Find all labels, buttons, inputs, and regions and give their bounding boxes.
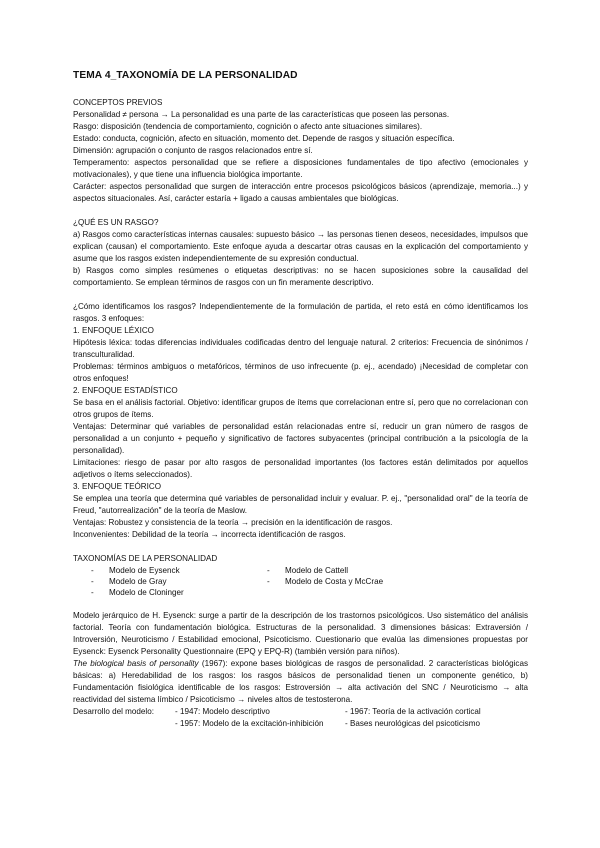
book-title: The biological basis of personality: [73, 659, 199, 668]
text-paragraph: b) Rasgos como simples resúmenes o etiquetas descriptivas: no se hacen suposiciones sobre la causalidad del comportamiento. Se emplean términos de rasgos con un fin meramente descriptivo.: [73, 266, 528, 287]
text-line: Ventajas: Robustez y consistencia de la teoría → precisión en la identificación de rasgos.: [73, 518, 393, 527]
page-title: TEMA 4_TAXONOMÍA DE LA PERSONALIDAD: [73, 70, 298, 81]
list-item: - Modelo de Costa y McCrae: [267, 576, 467, 587]
text-paragraph: Hipótesis léxica: todas diferencias individuales codificadas dentro del lenguaje natural. 2 criterios: Frecuencia de sinónimos / transculturalidad.: [73, 338, 528, 359]
subheading: 2. ENFOQUE ESTADÍSTICO: [73, 386, 178, 395]
text-paragraph: Se emplea una teoría que determina qué variables de personalidad incluir y evaluar. P. ej., "personalidad oral" de la teoría de Freud, "autorrealización" de la teoría de Maslow.: [73, 494, 528, 515]
text-line: Dimensión: agrupación o conjunto de rasgos relacionados entre sí.: [73, 146, 313, 155]
text-line: Estado: conducta, cognición, afecto en situación, momento det. Depende de rasgos y situación específica.: [73, 134, 455, 143]
model-development: [73, 706, 528, 730]
text-paragraph: Carácter: aspectos personalidad que surgen de interacción entre procesos psicológicos básicos (aprendizaje, memoria...) y aspectos situacionales. Así, carácter estaría + ligado a causas ambientales que biológicas.: [73, 182, 528, 203]
subheading: 3. ENFOQUE TEÓRICO: [73, 482, 161, 491]
text-paragraph: ¿Cómo identificamos los rasgos? Independientemente de la formulación de partida, el reto está en cómo identificamos los rasgos. 3 enfoques:: [73, 302, 528, 323]
list-item: - Modelo de Eysenck: [91, 565, 267, 576]
development-label: Desarrollo del modelo:: [73, 707, 154, 716]
taxonomy-list: [91, 565, 528, 598]
text-paragraph: [73, 658, 528, 706]
document-page: [73, 70, 528, 730]
list-item: - 1947: Modelo descriptivo: [175, 707, 270, 716]
text-paragraph: Limitaciones: riesgo de pasar por alto rasgos de personalidad importantes (los factores están delimitados por aquellos adjetivos o ítems seleccionados).: [73, 458, 528, 479]
section-heading-conceptos: CONCEPTOS PREVIOS: [73, 98, 163, 107]
list-item: - 1957: Modelo de la excitación-inhibición: [175, 719, 324, 728]
list-item: - Modelo de Gray: [91, 576, 267, 587]
list-item: - 1967: Teoría de la activación cortical: [345, 707, 481, 716]
text-paragraph: Temperamento: aspectos personalidad que se refiere a disposiciones fundamentales de tipo afectivo (emocionales y motivacionales), y que tiene una influencia biológica importante.: [73, 158, 528, 179]
list-item: - Modelo de Cattell: [267, 565, 467, 576]
paragraph-rest: (1967): expone bases biológicas de rasgos de personalidad. 2 características biológicas básicas: a) Heredabilidad de los rasgos: los rasgos básicos de personalidad tienen un componente genético, b) Fundamentación fisiológica identificable de los rasgos: Estroversión → alta activación del SNC / Neuroticismo → alta reactividad del sistema límbico / Psicoticismo → niveles altos de testosterona.: [73, 659, 528, 704]
section-heading-taxonomias: TAXONOMÍAS DE LA PERSONALIDAD: [73, 554, 218, 563]
text-paragraph: Se basa en el análisis factorial. Objetivo: identificar grupos de ítems que correlacionan entre sí, pero que no correlacionan con otros grupos de ítems.: [73, 398, 528, 419]
text-line: Inconvenientes: Debilidad de la teoría → incorrecta identificación de rasgos.: [73, 530, 346, 539]
list-item: - Bases neurológicas del psicoticismo: [345, 719, 480, 728]
text-line: Personalidad ≠ persona → La personalidad es una parte de las características que poseen las personas.: [73, 110, 450, 119]
section-heading-rasgo: ¿QUÉ ES UN RASGO?: [73, 218, 159, 227]
text-paragraph: Problemas: términos ambiguos o metafóricos, términos de uso infrecuente (p. ej., acendado) ¡Necesidad de completar con otros enfoques!: [73, 362, 528, 383]
text-paragraph: Modelo jerárquico de H. Eysenck: surge a partir de la descripción de los trastornos psicológicos. Uso sistemático del análisis factorial. Teoría con fundamentación biológica. Estructuras de la personalidad. 3 dimensiones básicas: Extraversión / Introversión, Neuroticismo / Estabilidad emocional, Psicoticismo. Cuestionario que evalúa las dimensiones propuestas por Eysenck: Eysenck Personality Questionnaire (EPQ y EPQ-R) (también versión para niños).: [73, 611, 528, 656]
list-item: - Modelo de Cloninger: [91, 587, 267, 598]
text-line: Rasgo: disposición (tendencia de comportamiento, cognición o afecto ante situaciones similares).: [73, 122, 423, 131]
text-paragraph: Ventajas: Determinar qué variables de personalidad están relacionadas entre sí, reducir un gran número de rasgos de personalidad a un conjunto + pequeño y significativo de factores subyacentes (principal contribución a la psicología de la personalidad).: [73, 422, 528, 455]
text-paragraph: a) Rasgos como características internas causales: supuesto básico → las personas tienen deseos, necesidades, impulsos que explican (causan) el comportamiento. Este enfoque ayuda a descartar otras causas en la explicación del comportamiento y asume que los rasgos existen independientemente de su expresión conductual.: [73, 230, 528, 263]
subheading: 1. ENFOQUE LÉXICO: [73, 326, 154, 335]
